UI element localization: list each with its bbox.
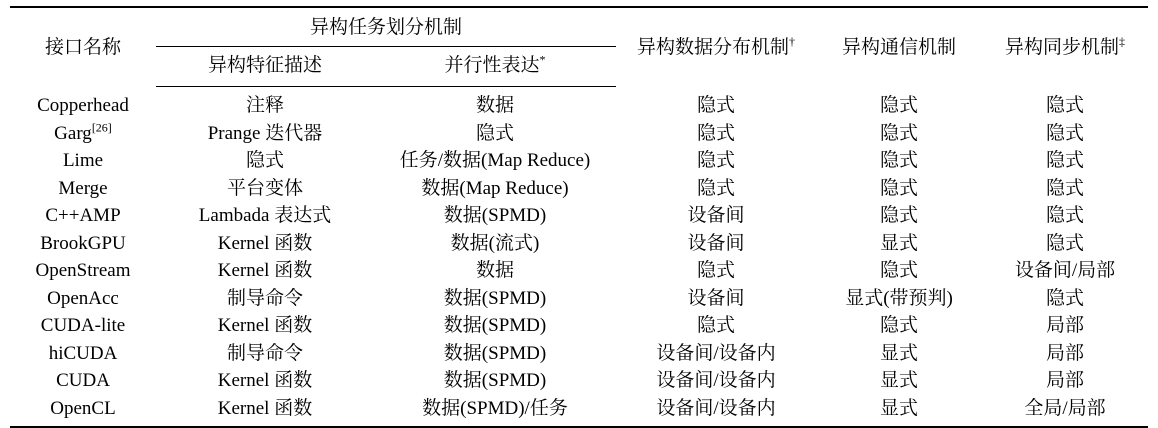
cell-interface-name-label: CUDA [56, 370, 110, 392]
cell-interface-name [10, 395, 156, 428]
table-row [10, 340, 1148, 368]
cell-parallel-expression: 数据 [476, 260, 515, 282]
cell-communication: 隐式 [880, 260, 919, 282]
cell-interface-name-label: Merge [58, 177, 108, 199]
table-row [10, 202, 1148, 230]
cell-communication: 隐式 [880, 95, 919, 116]
cell-data-distribution: 隐式 [697, 260, 736, 282]
header-data-distribution-label: 异构数据分布机制 [637, 37, 790, 59]
cell-parallel-expression: 任务/数据(Map Reduce) [399, 150, 591, 172]
cell-interface-name-label: C++AMP [45, 205, 121, 227]
cell-interface-name-label: OpenCL [50, 397, 116, 419]
table-body [10, 87, 1148, 428]
cell-synchronization: 隐式 [1046, 150, 1085, 172]
cell-interface-name-ref: [26] [91, 120, 112, 135]
cell-communication: 显式 [880, 232, 919, 254]
cell-parallel-expression: 隐式 [476, 122, 515, 144]
cell-parallel-expression: 数据(Map Reduce) [421, 177, 569, 199]
cell-interface-name-label: hiCUDA [48, 342, 118, 364]
table-row [10, 312, 1148, 340]
cell-feature-description: 制导命令 [226, 342, 303, 364]
cell-synchronization: 隐式 [1046, 287, 1085, 309]
cell-interface-name-label: Garg [54, 122, 92, 144]
cell-feature-description: Kernel 函数 [217, 315, 313, 337]
cell-communication: 显式 [880, 370, 919, 392]
cell-interface-name [10, 230, 156, 258]
header-data-distribution-footnote: † [789, 34, 796, 49]
cell-interface-name [10, 312, 156, 340]
cell-interface-name [10, 202, 156, 230]
cell-data-distribution: 设备间 [687, 205, 745, 227]
cell-communication: 显式 [880, 342, 919, 364]
cell-interface-name [10, 120, 156, 148]
cell-data-distribution: 隐式 [697, 95, 736, 116]
table-row [10, 257, 1148, 285]
cell-interface-name-label: Lime [62, 150, 104, 172]
cell-synchronization: 局部 [1046, 370, 1085, 392]
cell-synchronization: 隐式 [1046, 205, 1085, 227]
cell-interface-name [10, 147, 156, 175]
interface-comparison-table [10, 6, 1148, 428]
cell-parallel-expression: 数据(流式) [450, 232, 540, 254]
cell-communication: 隐式 [880, 315, 919, 337]
cell-interface-name [10, 340, 156, 368]
header-synchronization-footnote: ‡ [1119, 34, 1126, 49]
cell-synchronization: 设备间/局部 [1014, 260, 1116, 282]
cell-synchronization: 局部 [1046, 342, 1085, 364]
cell-interface-name [10, 175, 156, 203]
cell-interface-name [10, 285, 156, 313]
cell-data-distribution: 设备间/设备内 [656, 342, 776, 364]
cell-feature-description: Kernel 函数 [217, 370, 313, 392]
table-row [10, 147, 1148, 175]
table-row [10, 87, 1148, 120]
header-feature-description: 异构特征描述 [156, 47, 374, 87]
header-interface-name: 接口名称 [10, 7, 156, 87]
cell-feature-description: Lambada 表达式 [198, 205, 332, 227]
cell-feature-description: 平台变体 [226, 177, 303, 199]
table-row [10, 367, 1148, 395]
table-row [10, 175, 1148, 203]
cell-data-distribution: 隐式 [697, 177, 736, 199]
cell-synchronization: 局部 [1046, 315, 1085, 337]
cell-communication: 隐式 [880, 177, 919, 199]
header-parallel-expression-footnote: * [539, 52, 546, 67]
cell-synchronization: 隐式 [1046, 232, 1085, 254]
cell-communication: 显式(带预判) [845, 287, 953, 309]
table-row [10, 395, 1148, 428]
cell-synchronization: 隐式 [1046, 122, 1085, 144]
cell-interface-name-label: Copperhead [37, 95, 129, 116]
cell-parallel-expression: 数据(SPMD) [443, 205, 547, 227]
table-row [10, 285, 1148, 313]
header-parallel-expression [374, 47, 616, 87]
cell-data-distribution: 隐式 [697, 315, 736, 337]
cell-data-distribution: 设备间 [687, 232, 745, 254]
cell-parallel-expression: 数据(SPMD) [443, 370, 547, 392]
table-row [10, 230, 1148, 258]
header-row-1 [10, 7, 1148, 47]
cell-data-distribution: 隐式 [697, 122, 736, 144]
cell-parallel-expression: 数据 [476, 95, 515, 117]
header-synchronization-label: 异构同步机制 [1005, 37, 1120, 59]
cell-parallel-expression: 数据(SPMD)/任务 [374, 395, 616, 428]
header-synchronization [982, 7, 1148, 87]
cell-interface-name-label: CUDA-lite [40, 315, 126, 337]
cell-communication: 隐式 [880, 122, 919, 144]
cell-interface-name [10, 87, 156, 120]
cell-data-distribution: 设备间/设备内 [616, 395, 816, 428]
cell-parallel-expression: 数据(SPMD) [443, 287, 547, 309]
cell-parallel-expression: 数据(SPMD) [443, 315, 547, 337]
header-communication: 异构通信机制 [816, 7, 982, 87]
cell-feature-description: 制导命令 [226, 287, 303, 309]
cell-parallel-expression: 数据(SPMD) [443, 342, 547, 364]
cell-feature-description: 注释 [245, 95, 284, 117]
cell-feature-description: Kernel 函数 [217, 260, 313, 282]
cell-interface-name-label: OpenAcc [47, 287, 119, 309]
cell-synchronization: 隐式 [1046, 95, 1085, 116]
cell-synchronization: 隐式 [1046, 177, 1085, 199]
cell-communication: 隐式 [880, 150, 919, 172]
cell-interface-name-label: OpenStream [35, 260, 131, 282]
header-task-division: 异构任务划分机制 [156, 7, 616, 47]
header-data-distribution [616, 7, 816, 87]
cell-interface-name [10, 367, 156, 395]
cell-feature-description: Kernel 函数 [217, 232, 313, 254]
cell-interface-name [10, 257, 156, 285]
header-parallel-expression-label: 并行性表达 [444, 55, 540, 76]
cell-synchronization: 全局/局部 [982, 395, 1148, 428]
table-row [10, 120, 1148, 148]
cell-feature-description: 隐式 [245, 150, 284, 172]
cell-data-distribution: 隐式 [697, 150, 736, 172]
cell-feature-description: Kernel 函数 [156, 395, 374, 428]
table-header [10, 7, 1148, 87]
cell-communication: 隐式 [880, 205, 919, 227]
cell-interface-name-label: BrookGPU [40, 232, 126, 254]
cell-data-distribution: 设备间 [687, 287, 745, 309]
cell-feature-description: Prange 迭代器 [207, 122, 323, 144]
cell-communication: 显式 [816, 395, 982, 428]
cell-data-distribution: 设备间/设备内 [656, 370, 776, 392]
